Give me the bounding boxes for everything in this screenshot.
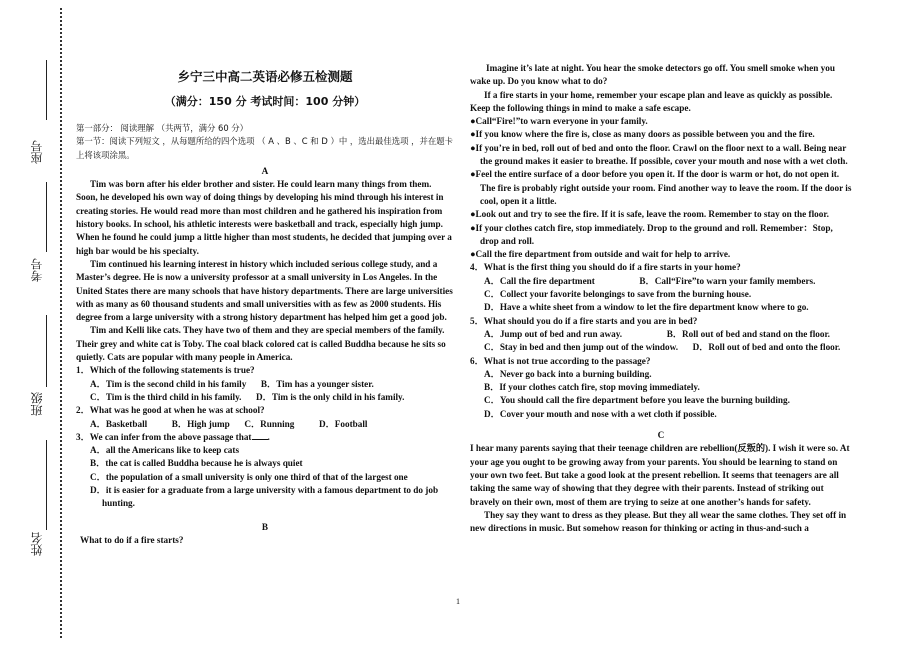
option: C．You should call the fire department before you leave the burning building.: [484, 395, 790, 406]
passage-c-label: C: [657, 430, 665, 441]
bullet-item: ●Call“Fire!”to warn everyone in your family.: [470, 116, 648, 127]
option: B．If your clothes catch fire, stop moving immediately.: [484, 382, 700, 393]
class-label: 班级: [30, 392, 44, 416]
question-1-options-cd: [76, 391, 454, 404]
question-3: [76, 431, 454, 444]
option: B．Call“Fire”to warn your family members.: [639, 275, 816, 286]
seat-blank-line: [46, 60, 47, 120]
option: D．Tim is the only child in his family.: [256, 391, 405, 402]
right-column: [470, 62, 852, 535]
section1-instructions: 第一节：阅读下列短文 ，从每题所给的四个选项 （ A 、B 、C 和 D ）中 ，选出最佳选项 ，并在题卡上将该项涂黑。: [76, 136, 454, 160]
question-3-period: .: [267, 431, 270, 442]
passage-c-paragraph-1: I hear many parents saying that their teenage children are rebellion(反叛的). I wish it were so. At your age you ought to be growing away from your parents. You should be learning to stand on your own two feet. But take a good look at the present rebellion. It seems that teenagers are all taking the same way of showing that they degree with their parents. Instead of striking out bravely on their own, most of them are trying to seize at one another’s hands for safety.: [470, 443, 850, 507]
option: A．Basketball: [90, 418, 148, 429]
class-blank-line: [46, 315, 47, 387]
question-5: 5．What should you do if a fire starts and you are in bed?: [470, 315, 698, 326]
option: D．Football: [318, 418, 368, 429]
option: D．Have a white sheet from a window to let the fire department know where to go.: [484, 302, 809, 313]
option: B．Tim has a younger sister.: [260, 378, 374, 389]
question-1-options-ab: [76, 378, 454, 391]
option: A．Tim is the second child in his family: [90, 378, 247, 389]
binding-margin: [0, 0, 70, 650]
option: A．all the Americans like to keep cats: [90, 445, 240, 456]
option: C．the population of a small university is only one third of that of the largest one: [90, 471, 408, 482]
exam-subtitle: （满分：150 分 考试时间：100 分钟）: [164, 95, 366, 108]
question-5-options-ab: [470, 328, 852, 341]
question-1: 1．Which of the following statements is true?: [76, 365, 255, 376]
part1-heading: 第一部分： 阅读理解 （共两节，满分 60 分）: [76, 123, 249, 133]
question-4-options-ab: [470, 275, 852, 288]
bullet-item: ●If your clothes catch fire, stop immediately. Drop to the ground and roll. Remember：Stop, drop and roll.: [470, 222, 833, 246]
bullet-item: ●Call the fire department from outside and wait for help to arrive.: [470, 249, 731, 260]
option: B．High jump: [171, 418, 230, 429]
question-2-options: [76, 418, 454, 431]
passage-a-paragraph-2: Tim continued his learning interest in history which included serious college study, and a Master’s degree. He is now a university professor at a small university in Los Angeles. In the United States there are many schools that have history departments. There are large universities with as many as 60 thousand students and small universities with as few as 2000 students. His degree from a large university with a strong history department has helped him get a good job.: [76, 258, 453, 323]
passage-b-paragraph-1: Imagine it’s late at night. You hear the smoke detectors go off. You smell smoke when you wake up. Do you know what to do?: [470, 63, 835, 87]
question-3-stem: 3．We can infer from the above passage that: [76, 431, 252, 442]
option: C．Stay in bed and then jump out of the window.: [484, 342, 678, 353]
bullet-item: ●Feel the entire surface of a door before you open it. If the door is warm or hot, do not open it. The fire is probably right outside your room. Find another way to leave the room. If the door is cool, open it a little.: [470, 169, 852, 206]
option: C．Running: [244, 418, 295, 429]
question-4: 4．What is the first thing you should do if a fire starts in your home?: [470, 262, 741, 273]
passage-b-paragraph-2: If a fire starts in your home, remember your escape plan and leave as quickly as possible. Keep the following things in mind to make a safe escape.: [470, 89, 833, 113]
binding-dotted-line: [60, 8, 62, 638]
answer-blank: [252, 439, 268, 440]
passage-a-paragraph-3: Tim and Kelli like cats. They have two of them and they are special members of the family. Their grey and white cat is Toby. The coal black colored cat is called Buddha because he sits so quietly. Cats are popular with many people in America.: [76, 325, 446, 363]
option: D．Roll out of bed and onto the floor.: [692, 342, 841, 353]
bullet-item: ●If you know where the fire is, close as many doors as possible between you and the fire.: [470, 129, 815, 140]
passage-b-title: What to do if a fire starts?: [80, 534, 184, 545]
passage-a-paragraph-1: Tim was born after his elder brother and sister. He could learn many things from them. Soon, he developed his own way of doing things by developing his mind through his interest in creating stories. He would read more than most children and he gathered his inspiration from history books. In school, his athletic interests were basketball and track, especially high jump. When he found he could jump a little higher than most students, he decided that jumping over a high bar would be his specialty.: [76, 179, 452, 256]
option: A．Call the fire department: [484, 275, 595, 286]
option: C．Tim is the third child in his family.: [90, 391, 242, 402]
exam-title: 乡宁三中高二英语必修五检测题: [177, 69, 353, 84]
question-2: 2．What was he good at when he was at school?: [76, 405, 265, 416]
option: A．Jump out of bed and run away.: [484, 328, 623, 339]
option: B．the cat is called Buddha because he is always quiet: [90, 458, 303, 469]
option: D．it is easier for a graduate from a large university with a famous department to do job hunting.: [90, 485, 439, 509]
page-number: 1: [456, 597, 460, 606]
question-6: 6．What is not true according to the passage?: [470, 355, 651, 366]
passage-a-label: A: [261, 165, 269, 176]
passage-b-label: B: [261, 521, 269, 532]
name-label: 姓名: [30, 532, 44, 556]
seat-label: 座号: [30, 140, 44, 164]
exam-no-blank-line: [46, 182, 47, 252]
passage-c-paragraph-2: They say they want to dress as they please. But they all wear the same clothes. They set off in new directions in music. But somehow reason for thinking or acting in thus-and-such a: [470, 509, 847, 534]
bullet-item: ●If you’re in bed, roll out of bed and onto the floor. Crawl on the floor next to a wall. Being near the ground makes it easier to breathe. If possible, cover your mouth and nose with a wet cloth.: [470, 142, 848, 167]
exam-no-label: 考号: [30, 258, 44, 282]
question-5-options-cd: [470, 341, 852, 354]
option: B．Roll out of bed and stand on the floor.: [666, 328, 830, 339]
left-column: [76, 0, 454, 547]
name-blank-line: [46, 440, 47, 530]
option: A．Never go back into a burning building.: [484, 368, 652, 379]
option: D．Cover your mouth and nose with a wet cloth if possible.: [484, 408, 717, 419]
bullet-item: ●Look out and try to see the fire. If it is safe, leave the room. Remember to stay on the floor.: [470, 209, 829, 220]
option: C．Collect your favorite belongings to save from the burning house.: [484, 289, 752, 300]
